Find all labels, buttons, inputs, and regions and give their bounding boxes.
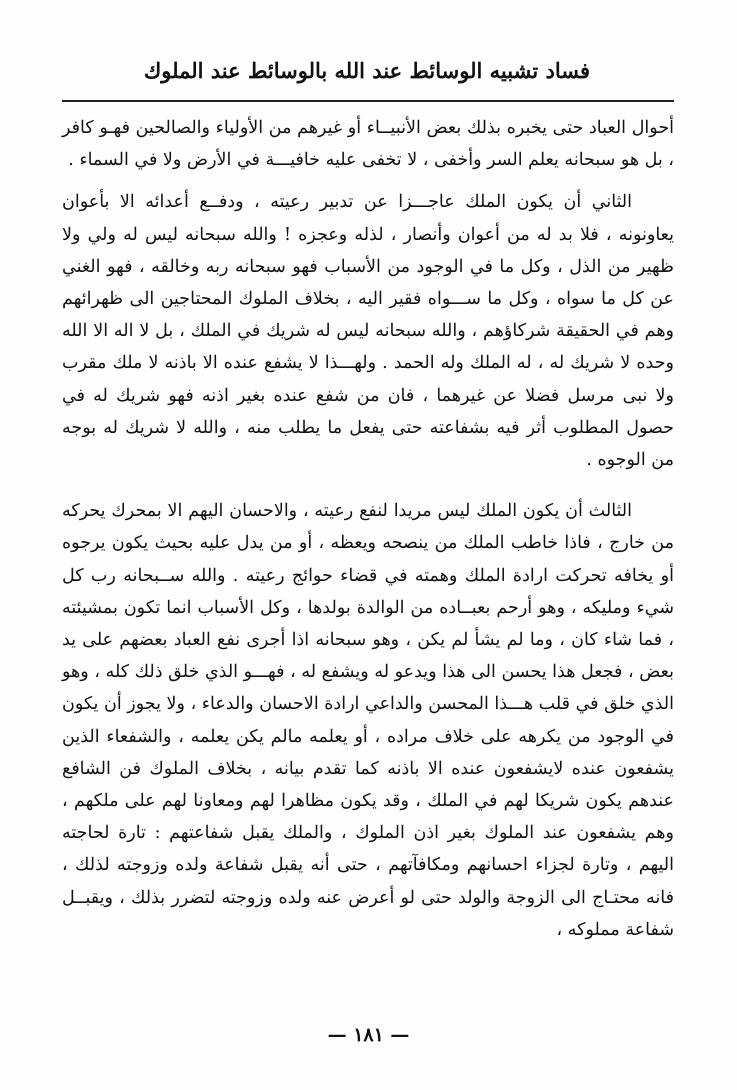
paragraph-third-point: الثالث أن يكون الملك ليس مريدا لنفع رعيته ، والاحسان اليهم الا بمحرك يحركه من خارج ، فاذا خاطب الملك من ينصحه ويعظه ، أو من يدل عليه بحيث يكون يرجوه أو يخافه تحركت ارادة الملك وهمته في قضاء حوائج رعيته . والله ســبحانه رب كل شيء ومليكه ، وهو أرحم بعبــاده من الوالدة بولدها ، وكل الأسباب انما تكون بمشيئته ، فما شاء كان ، وما لم يشأ لم يكن ، وهو سبحانه اذا أجرى نفع العباد بعضهم على يد بعض ، فجعل هذا يحسن الى هذا ويدعو له ويشفع له ، فهـــو الذي خلق ذلك كله ، وهو الذي خلق في قلب هـــذا المحسن والداعي ارادة الاحسان والدعاء ، ولا يجوز أن يكون في الوجود من يكرهه على خلاف مراده ، أو يعلمه مالم يكن يعلمه ، والشفعاء الذين يشفعون عنده لايشفعون عنده الا باذنه كما تقدم بيانه ، بخلاف الملوك فن الشافع عندهم يكون شريكا لهم في الملك ، وقد يكون مظاهرا لهم ومعاونا لهم على ملكهم ، وهم يشفعون عند الملوك بغير اذن الملوك ، والملك يقبل شفاعتهم : تارة لحاجته اليهم ، وتارة لجزاء احسانهم ومكافآتهم ، حتى أنه يقبل شفاعة ولده وزوجته لذلك ، فانه محتـاج الى الزوجة والولد حتى لو أعرض عنه ولده وزوجته لتضرر بذلك ، ويقبــل شفاعة مملوكه ، (62, 501, 674, 940)
running-title: فساد تشبيه الوسائط عند الله بالوسائط عند الملوك (143, 58, 591, 83)
paragraph-second-point: الثاني أن يكون الملك عاجـــزا عن تدبير رعيته ، ودفــع أعدائه الا بأعوان يعاونونه ، فلا بد له من أعوان وأنصار ، لذله وعجزه ! والله سبحانه ليس له ولي ولا ظهير من الذل ، وكل ما في الوجود من الأسباب فهو سبحانه ربه وخالقه ، فهو الغني عن كل ما سواه ، وكل ما ســـواه فقير اليه ، بخلاف الملوك المحتاجين الى ظهرائهم وهم في الحقيقة شركاؤهم ، والله سبحانه ليس له شريك في الملك ، بل لا اله الا الله وحده لا شريك له ، له الملك وله الحمد . ولهـــذا لا يشفع عنده الا باذنه لا ملك مقرب ولا نبى مرسل فضلا عن غيرهما ، فان من شفع عنده بغير اذنه فهو شريك له في حصول المطلوب أثر فيه بشفاعته حتى يفعل ما يطلب منه ، والله لا شريك له بوجه من الوجوه . (62, 192, 674, 471)
paragraph-gap (62, 176, 674, 186)
page-number: — ١٨١ — (327, 1024, 410, 1046)
paragraph-gap (62, 476, 674, 495)
header-rule (62, 100, 674, 102)
body-text (62, 112, 674, 946)
paragraph-continuation: أحوال العباد حتى يخبره بذلك بعض الأنبيــاء أو غيرهم من الأولياء والصالحين فهـو كافر ، بل هو سبحانه يعلم السر وأخفى ، لا تخفى عليه خافيـــة في الأرض ولا في السماء . (62, 118, 674, 171)
